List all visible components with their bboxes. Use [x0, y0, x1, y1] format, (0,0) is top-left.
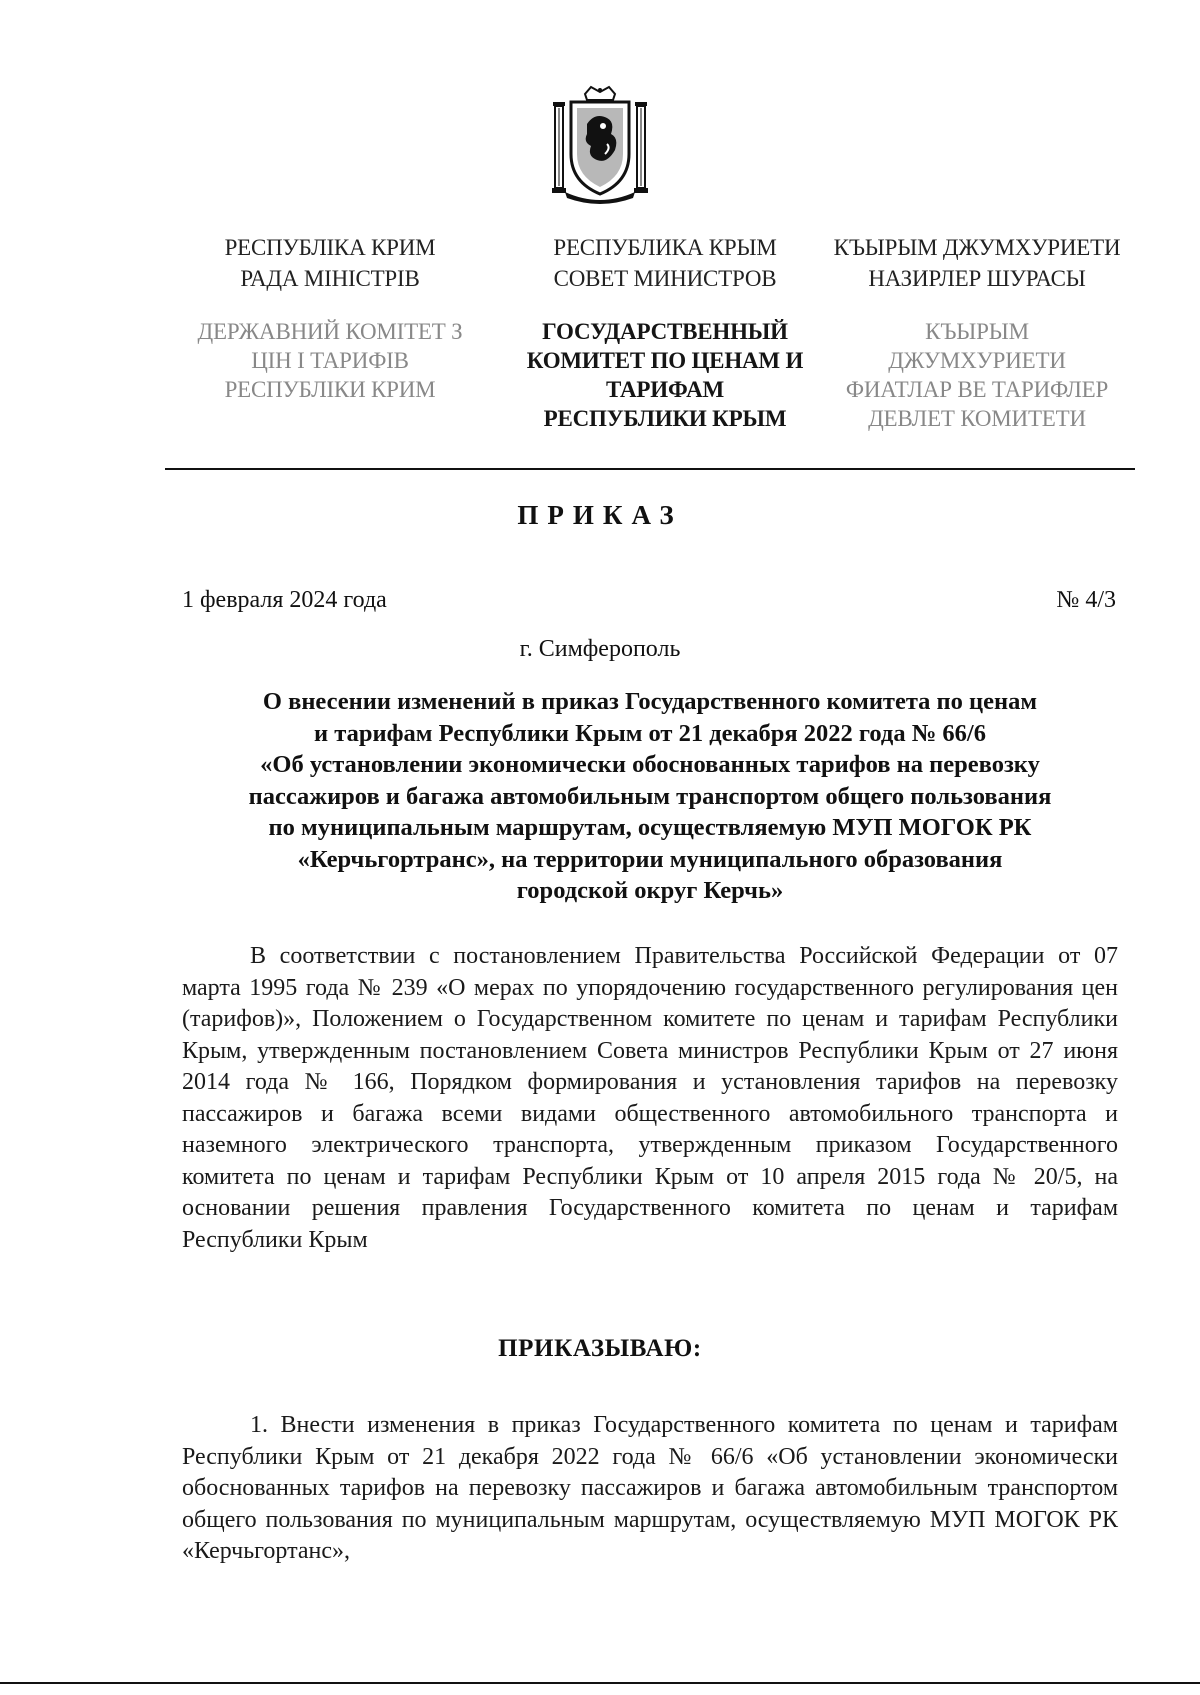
header-ua-republic: РЕСПУБЛІКА КРИМ	[224, 235, 436, 260]
header-ru-council: СОВЕТ МИНИСТРОВ	[553, 266, 777, 291]
subject-line: «Об установлении экономически обоснованных тарифов на перевозку	[260, 751, 1040, 778]
header-crh-council: НАЗИРЛЕР ШУРАСЫ	[868, 266, 1086, 291]
header-ru-committee: ГОСУДАРСТВЕННЫЙ КОМИТЕТ ПО ЦЕНАМ И ТАРИФАМ РЕСПУБЛИКИ КРЫМ	[526, 319, 804, 431]
header-ukrainian	[180, 232, 480, 404]
document-number: № 4/3	[1056, 587, 1116, 613]
document-subject	[170, 686, 1130, 907]
subject-line: и тарифам Республики Крым от 21 декабря 2022 года № 66/6	[314, 719, 986, 747]
subject-line: городской округ Керчь»	[516, 877, 784, 904]
header-crh-committee: КЪЫРЫМ ДЖУМХУРИЕТИ ФИАТЛАР ВЕ ТАРИФЛЕР ДЕВЛЕТ КОМИТЕТИ	[845, 319, 1109, 431]
order-items-section	[182, 1410, 1118, 1568]
header-divider	[165, 468, 1135, 470]
header-ua-council: РАДА МІНІСТРІВ	[240, 266, 420, 291]
header-ua-committee: ДЕРЖАВНИЙ КОМІТЕТ З ЦІН І ТАРИФІВ РЕСПУБЛІКИ КРИМ	[197, 319, 463, 402]
document-city: г. Симферополь	[519, 636, 681, 662]
order-item-1: 1. Внести изменения в приказ Государственного комитета по ценам и тарифам Республики Крым от 21 декабря 2022 года № 66/6 «Об установлении экономически обоснованных тарифов на перевозку пассажиров и багажа автомобильным транспортом общего пользования по муниципальным маршрутам, осуществляемую МУП МОГОК РК «Керчьгортанс»,	[182, 1412, 1118, 1564]
crimea-coat-of-arms-emblem	[547, 84, 653, 204]
preamble-section	[182, 941, 1118, 1256]
subject-line: «Керчьгортранс», на территории муниципального образования	[297, 845, 1003, 873]
header-ru-republic: РЕСПУБЛИКА КРЫМ	[553, 235, 777, 260]
preamble-paragraph: В соответствии с постановлением Правительства Российской Федерации от 07 марта 1995 года № 239 «О мерах по упорядочению государственного регулирования цен (тарифов)», Положением о Государственном комитете по ценам и тарифам Республики Крым, утвержденным постановлением Совета министров Республики Крым от 27 июня 2014 года № 166, Порядком формирования и установления тарифов на перевозку пассажиров и багажа всеми видами общественного автомобильного транспорта и наземного электрического транспорта, утвержденным приказом Государственного комитета по ценам и тарифам Республики Крым от 10 апреля 2015 года № 20/5, на основании решения правления Государственного комитета по ценам и тарифам Республики Крым	[182, 943, 1118, 1253]
subject-line: О внесении изменений в приказ Государственного комитета по ценам	[262, 688, 1038, 715]
subject-line: пассажиров и багажа автомобильным транспортом общего пользования	[248, 782, 1052, 810]
page-bottom-edge	[0, 1682, 1200, 1684]
subject-line: по муниципальным маршрутам, осуществляемую МУП МОГОК РК	[268, 814, 1032, 841]
document-date: 1 февраля 2024 года	[182, 587, 387, 613]
order-heading: ПРИКАЗЫВАЮ:	[498, 1335, 702, 1362]
header-crimean-tatar	[812, 232, 1142, 433]
header-russian	[510, 232, 820, 433]
header-crh-republic: КЪЫРЫМ ДЖУМХУРИЕТИ	[833, 235, 1121, 260]
document-title: ПРИКАЗ	[517, 500, 683, 530]
